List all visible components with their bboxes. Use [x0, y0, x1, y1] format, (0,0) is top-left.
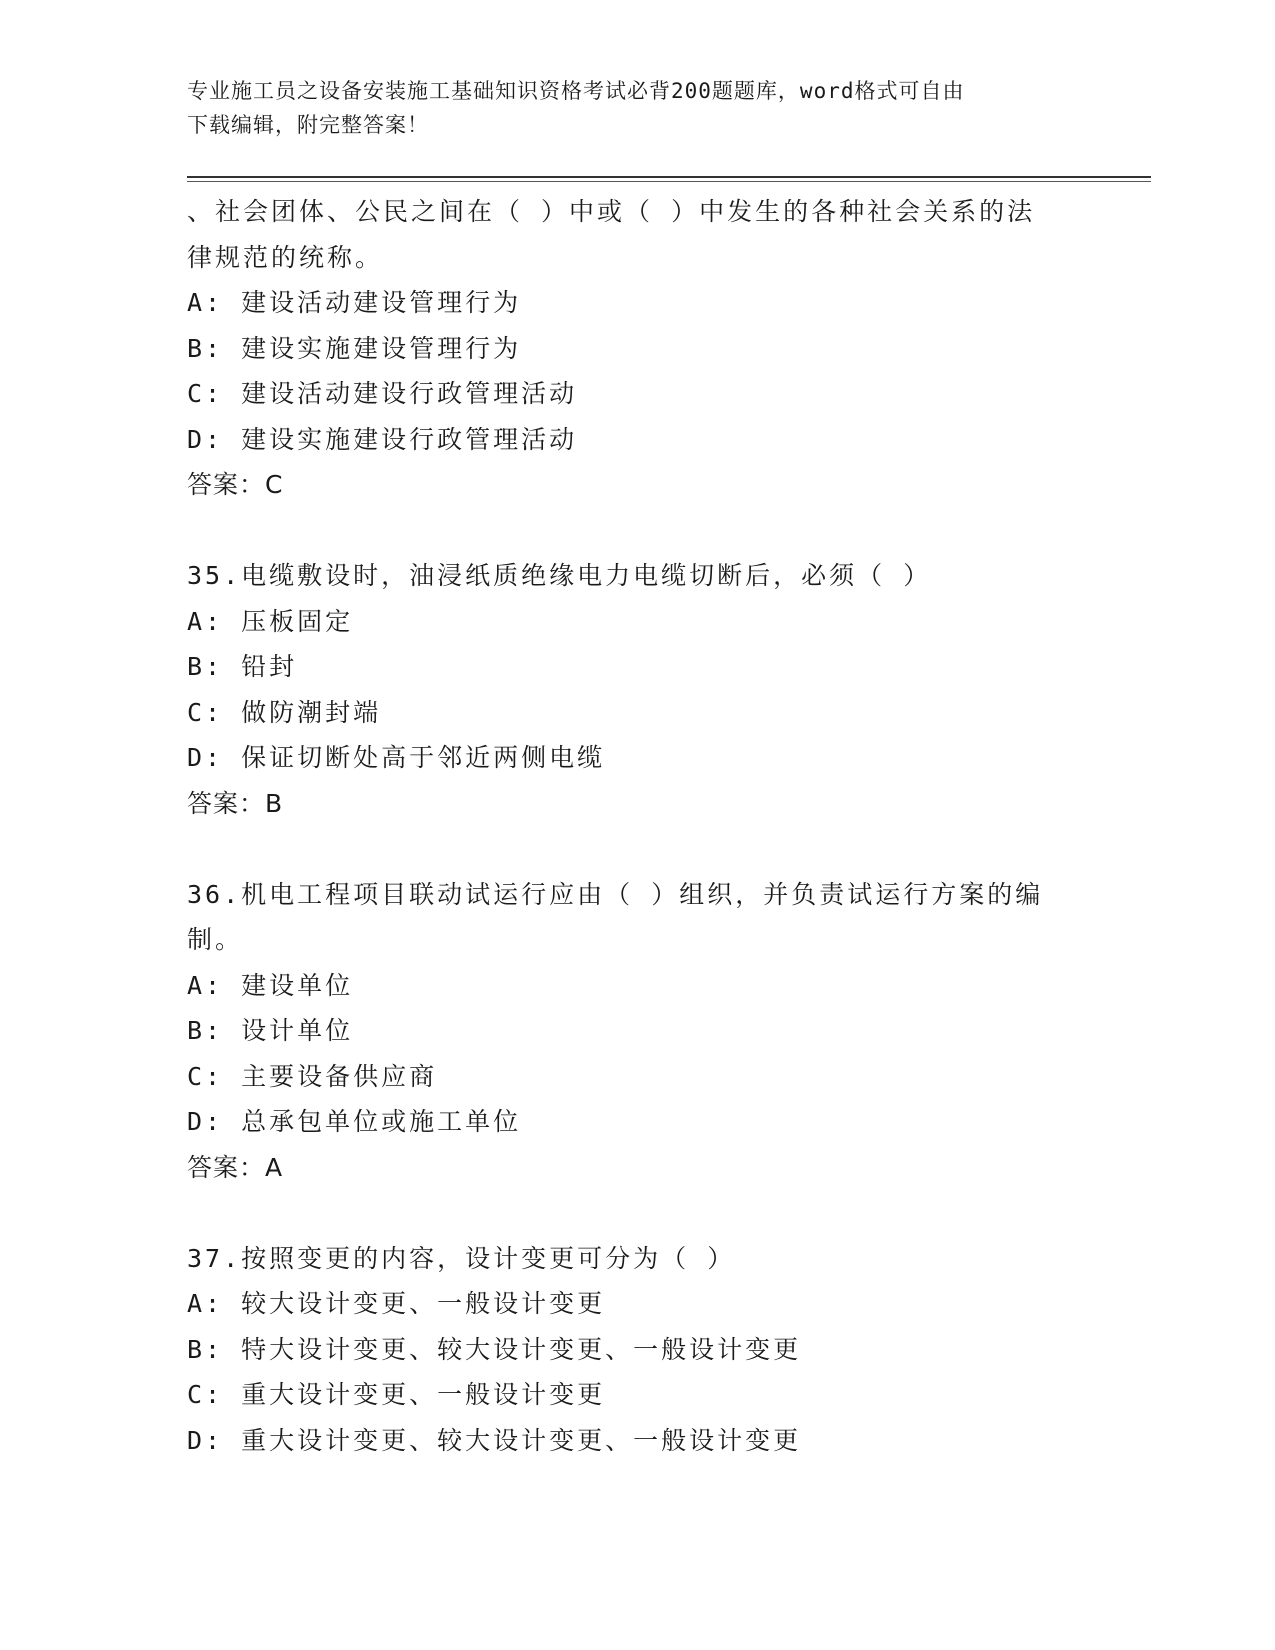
- document-header: [187, 74, 1067, 142]
- option-c: C: 建设活动建设行政管理活动: [187, 379, 578, 408]
- header-divider-thin: [187, 181, 1151, 182]
- answer-label: 答案：B: [187, 788, 284, 818]
- option-c: C: 主要设备供应商: [187, 1061, 438, 1091]
- question-text: 35.电缆敷设时，油浸纸质绝缘电力电缆切断后，必须（ ）: [187, 561, 932, 590]
- question-34: [187, 189, 1067, 508]
- option-c: C: 重大设计变更、一般设计变更: [187, 1380, 606, 1409]
- question-text: 律规范的统称。: [187, 242, 384, 272]
- option-a: A: 建设单位: [187, 970, 354, 1000]
- header-line-2: 下载编辑，附完整答案！: [187, 113, 429, 137]
- header-line-1: 专业施工员之设备安装施工基础知识资格考试必背200题题库，word格式可自由: [187, 79, 965, 103]
- answer-label: 答案：C: [187, 470, 284, 499]
- answer-label: 答案：A: [187, 1152, 284, 1182]
- option-d: D: 建设实施建设行政管理活动: [187, 424, 578, 454]
- question-37: [187, 1236, 1067, 1464]
- header-divider-thick: [187, 176, 1151, 178]
- question-35: [187, 553, 1067, 826]
- question-text: 制。: [187, 925, 244, 954]
- option-a: A: 较大设计变更、一般设计变更: [187, 1289, 606, 1318]
- question-text: 、社会团体、公民之间在（ ）中或（ ）中发生的各种社会关系的法: [187, 197, 1036, 226]
- option-b: B: 铅封: [187, 652, 298, 681]
- option-b: B: 设计单位: [187, 1016, 354, 1045]
- question-list: [187, 189, 1067, 1509]
- option-a: A: 建设活动建设管理行为: [187, 288, 522, 317]
- option-b: B: 特大设计变更、较大设计变更、一般设计变更: [187, 1334, 802, 1364]
- option-d: D: 总承包单位或施工单位: [187, 1107, 522, 1136]
- option-a: A: 压板固定: [187, 606, 354, 636]
- question-36: [187, 872, 1067, 1191]
- option-d: D: 保证切断处高于邻近两侧电缆: [187, 743, 606, 772]
- question-text: 36.机电工程项目联动试运行应由（ ）组织，并负责试运行方案的编: [187, 879, 1044, 909]
- option-d: D: 重大设计变更、较大设计变更、一般设计变更: [187, 1425, 802, 1455]
- option-c: C: 做防潮封端: [187, 697, 382, 727]
- option-b: B: 建设实施建设管理行为: [187, 333, 522, 363]
- question-text: 37.按照变更的内容，设计变更可分为（ ）: [187, 1243, 736, 1273]
